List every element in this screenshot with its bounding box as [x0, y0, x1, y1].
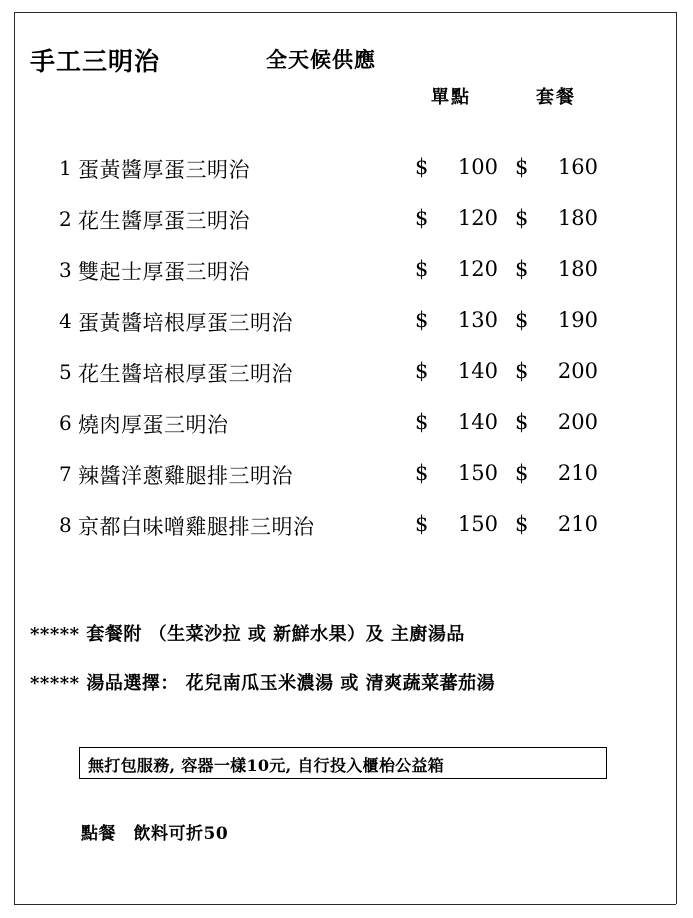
menu-item-name: 蛋黃醬厚蛋三明治 [78, 158, 250, 182]
menu-item-name: 花生醬培根厚蛋三明治 [78, 362, 293, 386]
menu-item-price-set: 180 [557, 257, 598, 281]
menu-item-name: 辣醬洋蔥雞腿排三明治 [78, 464, 293, 488]
menu-item-name: 京都白味噌雞腿排三明治 [78, 515, 315, 539]
menu-item-price-single: 120 [457, 206, 498, 230]
menu-item-row [0, 152, 693, 203]
menu-item-number: 1 [59, 156, 72, 180]
currency-symbol-set: $ [515, 206, 529, 230]
page-title: 手工三明治 [30, 47, 161, 76]
currency-symbol-set: $ [515, 461, 529, 485]
boxed-notice-text: 無打包服務, 容器一樣10元, 自行投入櫃枱公益箱 [88, 756, 445, 775]
menu-item-number: 2 [59, 207, 72, 231]
menu-item-price-set: 200 [557, 359, 598, 383]
menu-item-price-single: 140 [457, 359, 498, 383]
menu-item-price-single: 120 [457, 257, 498, 281]
menu-item-price-single: 150 [457, 461, 498, 485]
menu-item-price-single: 150 [457, 512, 498, 536]
footer-note: 點餐 飲料可折50 [81, 824, 229, 844]
menu-item-number: 5 [59, 360, 72, 384]
menu-item-name: 雙起士厚蛋三明治 [78, 260, 250, 284]
currency-symbol-single: $ [415, 308, 429, 332]
menu-item-price-set: 190 [557, 308, 598, 332]
column-header-set: 套餐 [536, 87, 576, 108]
menu-item-name: 燒肉厚蛋三明治 [78, 413, 229, 437]
currency-symbol-set: $ [515, 359, 529, 383]
menu-item-price-set: 180 [557, 206, 598, 230]
page-border-top [14, 12, 676, 13]
note-set-includes: ***** 套餐附 （生菜沙拉 或 新鮮水果）及 主廚湯品 [30, 624, 465, 645]
currency-symbol-single: $ [415, 512, 429, 536]
currency-symbol-set: $ [515, 308, 529, 332]
menu-item-name: 花生醬厚蛋三明治 [78, 209, 250, 233]
currency-symbol-single: $ [415, 206, 429, 230]
menu-item-number: 6 [59, 411, 72, 435]
menu-item-number: 7 [59, 462, 72, 486]
menu-item-row [0, 254, 693, 305]
currency-symbol-single: $ [415, 461, 429, 485]
menu-item-number: 8 [59, 513, 72, 537]
page-subtitle: 全天候供應 [266, 47, 376, 72]
currency-symbol-set: $ [515, 512, 529, 536]
menu-item-price-set: 200 [557, 410, 598, 434]
currency-symbol-set: $ [515, 257, 529, 281]
menu-item-row [0, 203, 693, 254]
menu-item-number: 3 [59, 258, 72, 282]
note-soup-choice: ***** 湯品選擇： 花兒南瓜玉米濃湯 或 清爽蔬菜蕃茄湯 [30, 673, 496, 694]
currency-symbol-single: $ [415, 155, 429, 179]
boxed-notice [79, 747, 607, 779]
currency-symbol-set: $ [515, 410, 529, 434]
menu-item-row [0, 407, 693, 458]
menu-item-row [0, 356, 693, 407]
menu-item-price-set: 210 [557, 512, 598, 536]
currency-symbol-single: $ [415, 257, 429, 281]
menu-item-price-single: 140 [457, 410, 498, 434]
menu-item-number: 4 [59, 309, 72, 333]
menu-item-price-single: 100 [457, 155, 498, 179]
currency-symbol-set: $ [515, 155, 529, 179]
menu-item-row [0, 509, 693, 560]
menu-item-price-set: 210 [557, 461, 598, 485]
menu-item-name: 蛋黃醬培根厚蛋三明治 [78, 311, 293, 335]
menu-item-list [0, 152, 693, 560]
page-border-bottom [14, 904, 676, 905]
menu-item-price-single: 130 [457, 308, 498, 332]
menu-item-price-set: 160 [557, 155, 598, 179]
menu-item-row [0, 458, 693, 509]
column-header-single: 單點 [431, 87, 471, 108]
currency-symbol-single: $ [415, 410, 429, 434]
currency-symbol-single: $ [415, 359, 429, 383]
menu-item-row [0, 305, 693, 356]
